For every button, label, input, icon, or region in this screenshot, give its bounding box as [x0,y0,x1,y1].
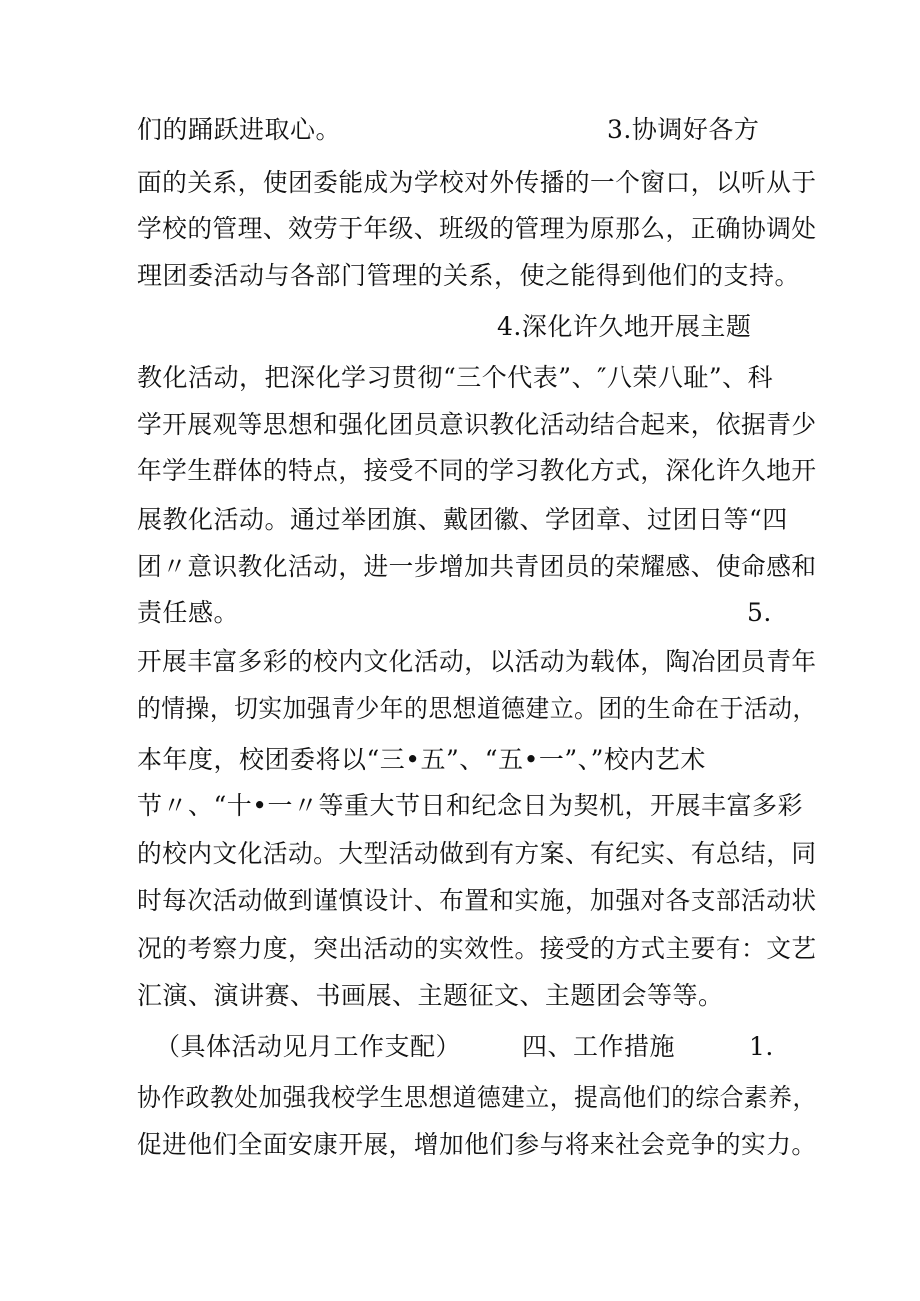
text-segment: 面的关系，使团委能成为学校对外传播的一个窗口，以听从于 [137,168,817,197]
section-heading-3: 3.协调好各方 [607,115,760,144]
text-segment: 节〃、“十•一〃等重大节日和纪念日为契机，开展丰富多彩 [137,791,804,820]
text-segment: 促进他们全面安康开展，增加他们参与将来社会竞争的实力。 [137,1130,817,1159]
text-segment: 汇演、演讲赛、书画展、主题征文、主题团会等等。 [137,981,724,1010]
text-segment: 的情操，切实加强青少年的思想道德建立。团的生命在于活动， [137,694,817,723]
text-segment: 时每次活动做到谨慎设计、布置和实施，加强对各支部活动状 [137,886,817,915]
text-segment: 团〃意识教化活动，进一步增加共青团员的荣耀感、使命感和 [137,552,817,581]
text-segment: 展教化活动。通过举团旗、戴团徽、学团章、过团日等“四 [137,505,788,534]
text-segment: 况的考察力度，突出活动的实效性。接受的方式主要有：文艺 [137,934,817,963]
text-segment: 年学生群体的特点，接受不同的学习教化方式，深化许久地开 [137,456,817,485]
section-heading-four: 四、工作措施 [522,1032,676,1061]
section-heading-5: 5. [747,598,772,627]
text-segment: 学校的管理、效劳于年级、班级的管理为原那么，正确协调处 [137,214,817,243]
section-heading-4: 4.深化许久地开展主题 [497,312,752,341]
text-segment: 的校内文化活动。大型活动做到有方案、有纪实、有总结，同 [137,839,817,868]
text-segment: 协作政教处加强我校学生思想道德建立，提高他们的综合素养， [137,1083,817,1112]
text-segment: 理团委活动与各部门管理的关系，使之能得到他们的支持。 [137,261,801,290]
section-heading-1: 1. [749,1032,774,1061]
text-segment: 本年度，校团委将以“三•五”、“五•一”、”校内艺术 [137,745,706,774]
text-segment: 们的踊跃进取心。 [137,115,342,144]
text-segment: 教化活动，把深化学习贯彻“三个代表”、″八荣八耻”、科 [137,363,774,392]
text-segment: （具体活动见月工作支配） [155,1032,462,1061]
text-segment: 学开展观等思想和强化团员意识教化活动结合起来，依据青少 [137,410,817,439]
text-segment: 开展丰富多彩的校内文化活动，以活动为载体，陶冶团员青年 [137,647,817,676]
text-segment: 责任感。 [137,598,240,627]
